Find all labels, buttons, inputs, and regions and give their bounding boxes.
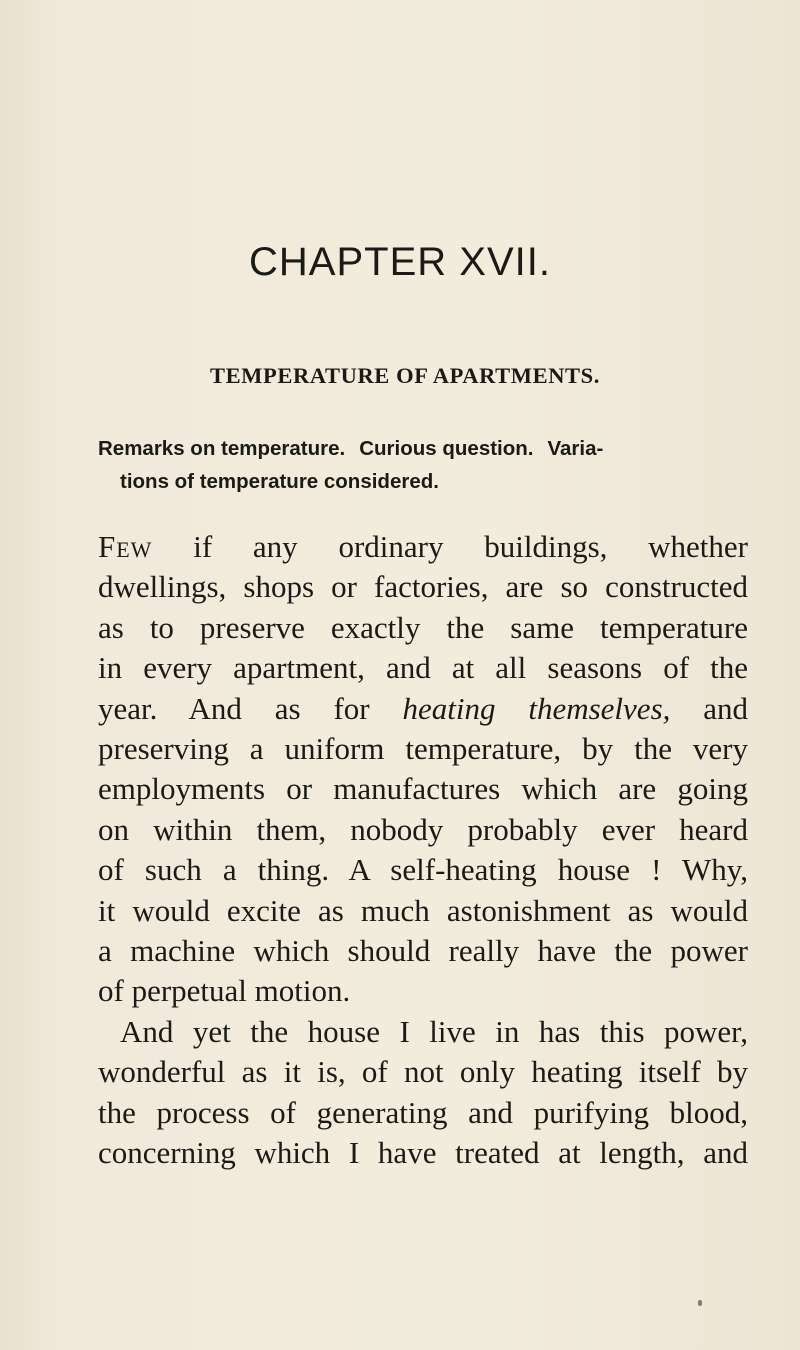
body-line-1 [98,527,748,567]
body-line-1-rest: if any ordinary buildings, whether [193,529,748,564]
body-line-3: as to preserve exactly the same temperature [98,609,748,645]
body-line-9: of such a thing. A self-heating house ! Why, [98,852,748,888]
body-line-4: in every apartment, and at all seasons of the [98,650,748,686]
body-line-12: of perpetual motion. [98,973,351,1009]
body-line-16: concerning which I have treated at length, and [98,1135,748,1171]
body-line-10: it would excite as much astonishment as would [98,892,748,928]
chapter-title: CHAPTER XVII. [249,240,551,284]
body-line-8: on within them, nobody probably ever heard [98,811,748,847]
body-text [98,527,748,1174]
body-line-5-b: and [703,690,749,726]
body-line-2: dwellings, shops or factories, are so constructed [98,569,748,605]
summary-line-1 [98,432,738,465]
italic-phrase: heating themselves, [402,690,671,726]
section-title: TEMPERATURE OF APARTMENTS. [209,363,601,388]
body-line-15: the process of generating and purifying blood, [98,1094,748,1130]
summary-phrase-1: Remarks on temperature. [98,437,346,460]
body-line-5 [98,689,748,729]
ink-speck [698,1300,702,1306]
body-line-7: employments or manufactures which are going [98,771,748,807]
chapter-summary [98,432,738,498]
summary-phrase-3: Varia- [547,437,604,460]
body-line-14: wonderful as it is, of not only heating itself by [98,1054,748,1090]
first-word: Few [98,529,153,564]
summary-phrase-2: Curious question. [359,437,534,460]
summary-line-2: tions of temperature considered. [120,470,439,493]
body-line-13: And yet the house I live in has this power, [120,1013,748,1049]
body-line-5-a: year. And as for [98,690,370,726]
body-line-6: preserving a uniform temperature, by the very [98,731,748,767]
body-line-11: a machine which should really have the power [98,933,748,969]
